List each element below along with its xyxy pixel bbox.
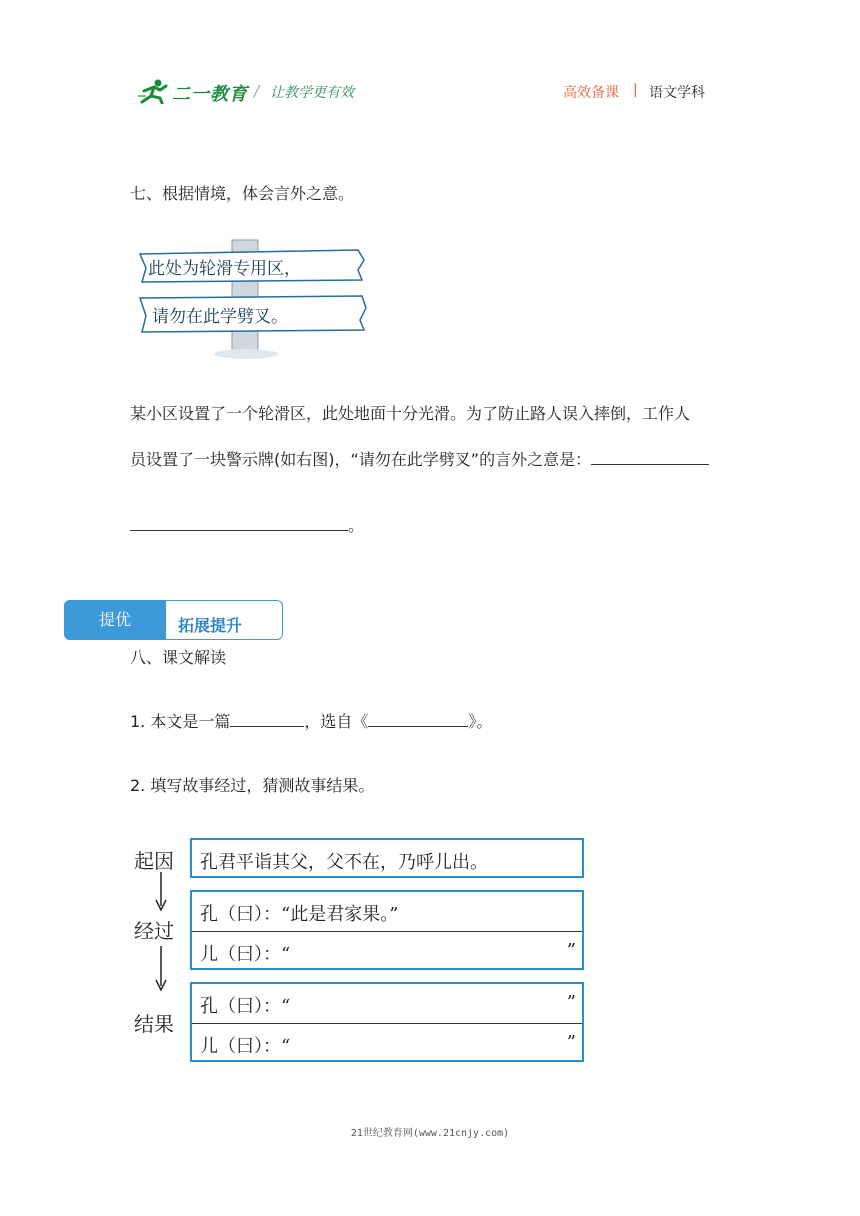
result-row-2-close-quote: ” <box>566 1032 576 1053</box>
diagram-label-cause: 起因 <box>134 849 174 873</box>
result-divider <box>192 1023 582 1024</box>
diagram-label-result: 结果 <box>134 1012 174 1036</box>
process-row-2-close-quote: ” <box>566 940 576 961</box>
cause-text: 孔君平诣其父，父不在，乃呼儿出。 <box>200 852 488 873</box>
process-row-2[interactable]: 儿（曰）：“ <box>200 944 291 965</box>
q1-blank-genre[interactable] <box>230 712 304 727</box>
arrow-down-icon <box>146 946 176 996</box>
logo-runner-icon <box>136 78 170 104</box>
answer-blank-1[interactable] <box>591 450 709 465</box>
cause-box <box>190 838 584 878</box>
logo-slogan: 让教学更有效 <box>270 85 354 101</box>
header-separator: | <box>633 82 638 98</box>
section7-paragraph-line1: 某小区设置了一个轮滑区，此处地面十分光滑。为了防止路人误入摔倒，工作人 <box>130 404 691 423</box>
result-row-2[interactable]: 儿（曰）：“ <box>200 1036 291 1057</box>
section7-paragraph-line2 <box>130 450 709 470</box>
process-row-1: 孔（曰）：“此是君家果。” <box>200 904 399 925</box>
sign-line-1: 此处为轮滑专用区， <box>148 259 301 279</box>
section7-title: 七、根据情境，体会言外之意。 <box>130 184 355 203</box>
logo-slash: / <box>254 82 260 100</box>
result-row-1[interactable]: 孔（曰）：“ <box>200 996 291 1017</box>
header-subject-label: 语文学科 <box>649 85 705 101</box>
diagram-label-process: 经过 <box>134 919 174 943</box>
answer-blank-2[interactable] <box>130 516 348 531</box>
section7-paragraph-line2-text: 员设置了一块警示牌(如右图)，“请勿在此学劈叉”的言外之意是： <box>130 450 592 469</box>
logo-name: 二一教育 <box>172 84 248 105</box>
header-course-label: 高效备课 <box>563 85 619 101</box>
section7-paragraph-line3 <box>130 516 364 536</box>
result-row-1-close-quote: ” <box>566 992 576 1013</box>
question-2: 2. 填写故事经过，猜测故事结果。 <box>130 776 375 795</box>
section8-title: 八、课文解读 <box>130 648 227 667</box>
sign-line-2: 请勿在此学劈叉。 <box>152 307 288 327</box>
banner-right-label: 拓展提升 <box>178 616 243 635</box>
question-1 <box>130 712 492 732</box>
warning-sign-illustration <box>136 236 368 360</box>
question-1-part-b: ，选自《 <box>304 712 369 731</box>
page-footer: 21世纪教育网(www.21cnjy.com) <box>350 1128 510 1139</box>
question-1-part-a: 1. 本文是一篇 <box>130 712 231 731</box>
banner-left-label: 提优 <box>64 600 166 640</box>
q1-blank-source[interactable] <box>368 712 468 727</box>
section7-paragraph-end: 。 <box>348 516 365 535</box>
arrow-down-icon <box>146 872 176 916</box>
question-1-part-c: 》。 <box>468 712 493 731</box>
process-box <box>190 890 584 970</box>
process-divider <box>192 931 582 932</box>
result-box <box>190 982 584 1062</box>
